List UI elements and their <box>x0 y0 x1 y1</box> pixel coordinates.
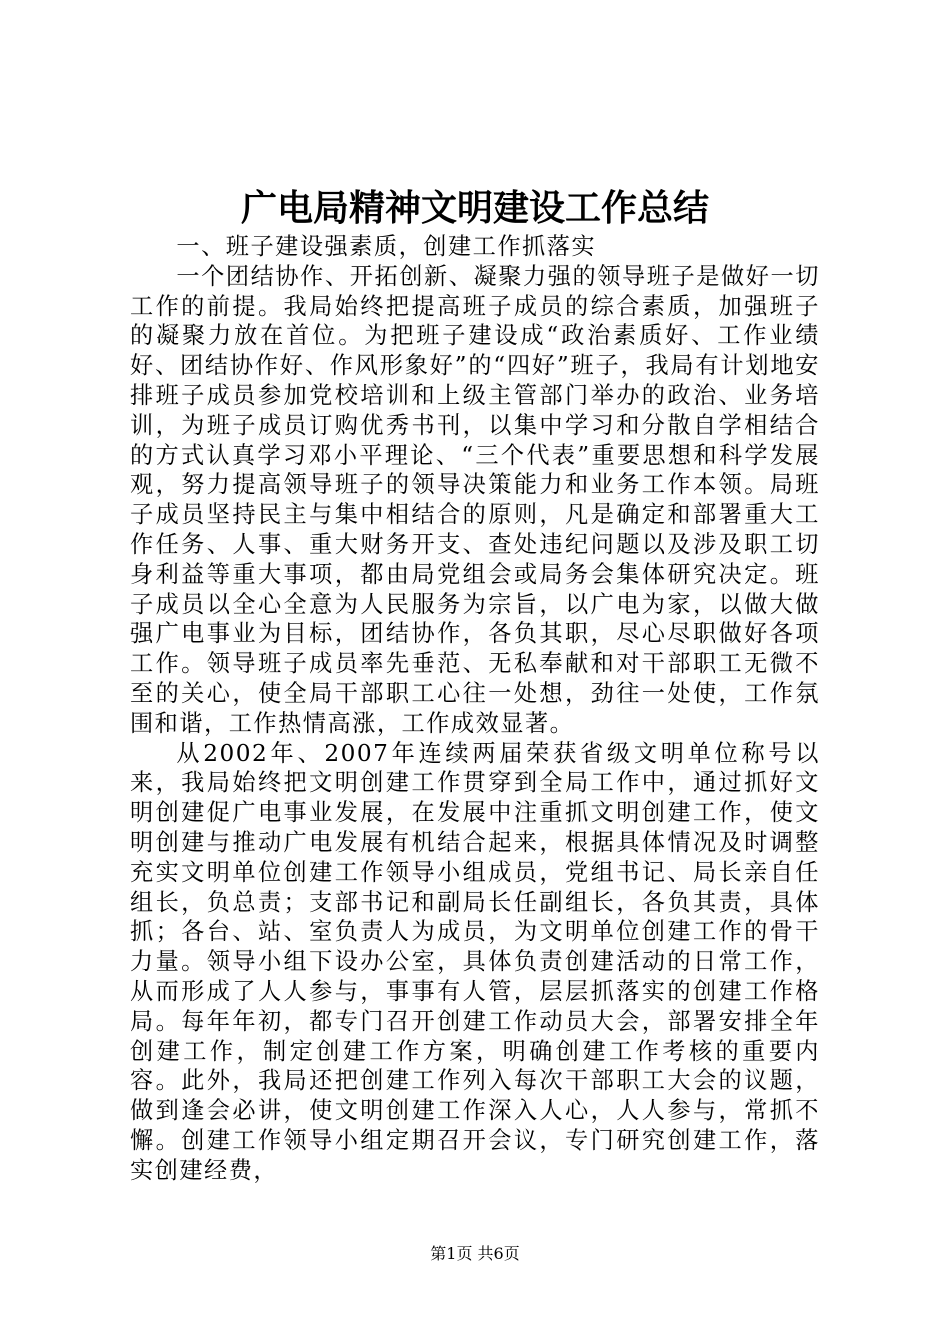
paragraph: 一个团结协作、开拓创新、凝聚力强的领导班子是做好一切工作的前提。我局始终把提高班子成员的综合素质，加强班子的凝聚力放在首位。为把班子建设成“政治素质好、工作业绩好、团结协作好、作风形象好”的“四好”班子，我局有计划地安排班子成员参加党校培训和上级主管部门举办的政治、业务培训，为班子成员订购优秀书刊，以集中学习和分散自学相结合的方式认真学习邓小平理论、“三个代表”重要思想和科学发展观，努力提高领导班子的领导决策能力和业务工作本领。局班子成员坚持民主与集中相结合的原则，凡是确定和部署重大工作任务、人事、重大财务开支、查处违纪问题以及涉及职工切身利益等重大事项，都由局党组会或局务会集体研究决定。班子成员以全心全意为人民服务为宗旨，以广电为家，以做大做强广电事业为目标，团结协作，各负其职，尽心尽职做好各项工作。领导班子成员率先垂范、无私奉献和对干部职工无微不至的关心，使全局干部职工心往一处想，劲往一处使，工作氛围和谐，工作热情高涨，工作成效显著。 <box>130 262 820 737</box>
document-title: 广电局精神文明建设工作总结 <box>240 187 709 229</box>
section-heading: 一、班子建设强素质，创建工作抓落实 <box>176 233 597 260</box>
document-body <box>130 232 820 1186</box>
paragraph: 从2002年、2007年连续两届荣获省级文明单位称号以来，我局始终把文明创建工作贯穿到全局工作中，通过抓好文明创建促广电事业发展，在发展中注重抓文明创建工作，使文明创建与推动广电发展有机结合起来，根据具体情况及时调整充实文明单位创建工作领导小组成员，党组书记、局长亲自任组长，负总责；支部书记和副局长任副组长，各负其责，具体抓；各台、站、室负责人为成员，为文明单位创建工作的骨干力量。领导小组下设办公室，具体负责创建活动的日常工作，从而形成了人人参与，事事有人管，层层抓落实的创建工作格局。每年年初，都专门召开创建工作动员大会，部署安排全年创建工作，制定创建工作方案，明确创建工作考核的重要内容。此外，我局还把创建工作列入每次干部职工大会的议题，做到逢会必讲，使文明创建工作深入人心，人人参与，常抓不懈。创建工作领导小组定期召开会议，专门研究创建工作，落实创建经费， <box>130 739 820 1184</box>
page-number: 第1页 共6页 <box>430 1244 520 1263</box>
